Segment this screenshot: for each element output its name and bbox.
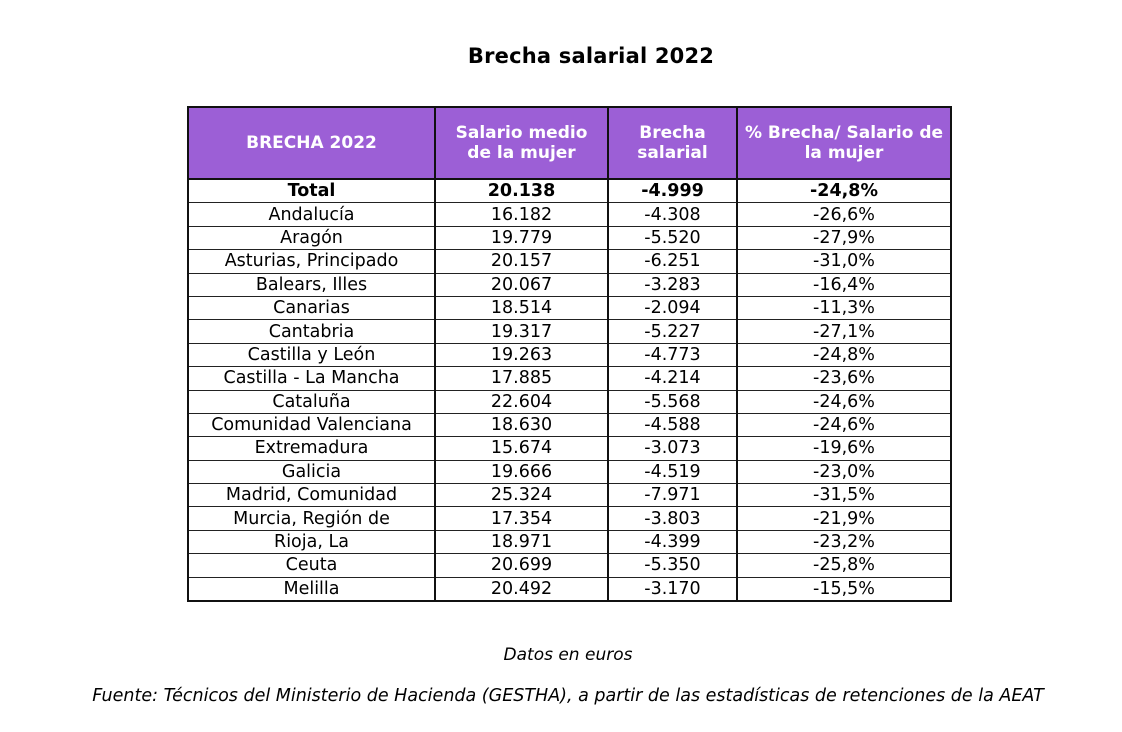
pct-cell: -23,0% [737,460,951,483]
region-cell: Aragón [188,226,435,249]
gap-cell: -3.283 [608,273,737,296]
region-cell: Balears, Illes [188,273,435,296]
table-row [188,530,951,553]
region-cell: Murcia, Región de [188,507,435,530]
total-row [188,179,951,203]
source-note: Fuente: Técnicos del Ministerio de Hacienda (GESTHA), a partir de las estadísticas de retenciones de la AEAT [92,686,1044,706]
gap-cell: -3.170 [608,577,737,601]
salary-cell: 19.317 [435,320,608,343]
total-label: Total [188,179,435,203]
gap-cell: -5.568 [608,390,737,413]
salary-cell: 17.885 [435,367,608,390]
pct-cell: -24,6% [737,413,951,436]
pct-cell: -26,6% [737,203,951,226]
gap-cell: -4.773 [608,343,737,366]
region-cell: Comunidad Valenciana [188,413,435,436]
table-row [188,390,951,413]
gap-cell: -3.073 [608,437,737,460]
pct-cell: -16,4% [737,273,951,296]
region-cell: Castilla y León [188,343,435,366]
region-cell: Rioja, La [188,530,435,553]
pct-cell: -11,3% [737,296,951,319]
gap-cell: -5.520 [608,226,737,249]
salary-cell: 19.666 [435,460,608,483]
salary-cell: 16.182 [435,203,608,226]
salary-cell: 17.354 [435,507,608,530]
region-cell: Ceuta [188,554,435,577]
table-row [188,507,951,530]
table-row [188,250,951,273]
table-row [188,367,951,390]
currency-note: Datos en euros [503,645,633,665]
header-region: BRECHA 2022 [188,107,435,179]
salary-cell: 18.630 [435,413,608,436]
gap-cell: -4.214 [608,367,737,390]
salary-cell: 20.492 [435,577,608,601]
pct-cell: -27,1% [737,320,951,343]
gap-cell: -4.399 [608,530,737,553]
region-cell: Melilla [188,577,435,601]
pct-cell: -24,8% [737,343,951,366]
pct-cell: -19,6% [737,437,951,460]
region-cell: Asturias, Principado [188,250,435,273]
pct-cell: -21,9% [737,507,951,530]
salary-cell: 20.699 [435,554,608,577]
salary-cell: 20.157 [435,250,608,273]
pct-cell: -31,0% [737,250,951,273]
region-cell: Extremadura [188,437,435,460]
table-row [188,577,951,601]
gap-cell: -6.251 [608,250,737,273]
salary-cell: 18.514 [435,296,608,319]
gap-cell: -7.971 [608,484,737,507]
pct-cell: -24,6% [737,390,951,413]
page-title: Brecha salarial 2022 [467,44,715,68]
region-cell: Galicia [188,460,435,483]
pct-cell: -27,9% [737,226,951,249]
header-wage-gap: Brecha salarial [608,107,737,179]
header-average-salary: Salario medio de la mujer [435,107,608,179]
region-cell: Cantabria [188,320,435,343]
table-row [188,296,951,319]
table-row [188,203,951,226]
salary-cell: 19.779 [435,226,608,249]
salary-cell: 18.971 [435,530,608,553]
table-row [188,484,951,507]
salary-cell: 19.263 [435,343,608,366]
table-row [188,343,951,366]
total-salary: 20.138 [435,179,608,203]
salary-cell: 25.324 [435,484,608,507]
table-row [188,413,951,436]
table-row [188,460,951,483]
pct-cell: -25,8% [737,554,951,577]
salary-cell: 15.674 [435,437,608,460]
pct-cell: -23,2% [737,530,951,553]
region-cell: Castilla - La Mancha [188,367,435,390]
table-row [188,320,951,343]
pct-cell: -15,5% [737,577,951,601]
table-header-row [188,107,951,179]
gap-cell: -4.588 [608,413,737,436]
salary-cell: 22.604 [435,390,608,413]
gap-cell: -4.519 [608,460,737,483]
region-cell: Andalucía [188,203,435,226]
table-row [188,437,951,460]
gap-cell: -5.227 [608,320,737,343]
header-gap-percent: % Brecha/ Salario de la mujer [737,107,951,179]
table-row [188,273,951,296]
table-row [188,226,951,249]
gap-cell: -5.350 [608,554,737,577]
region-cell: Madrid, Comunidad [188,484,435,507]
gap-cell: -3.803 [608,507,737,530]
gap-cell: -2.094 [608,296,737,319]
salary-cell: 20.067 [435,273,608,296]
pct-cell: -23,6% [737,367,951,390]
salary-gap-table [187,106,952,602]
region-cell: Canarias [188,296,435,319]
total-gap: -4.999 [608,179,737,203]
region-cell: Cataluña [188,390,435,413]
pct-cell: -31,5% [737,484,951,507]
total-pct: -24,8% [737,179,951,203]
table-row [188,554,951,577]
gap-cell: -4.308 [608,203,737,226]
